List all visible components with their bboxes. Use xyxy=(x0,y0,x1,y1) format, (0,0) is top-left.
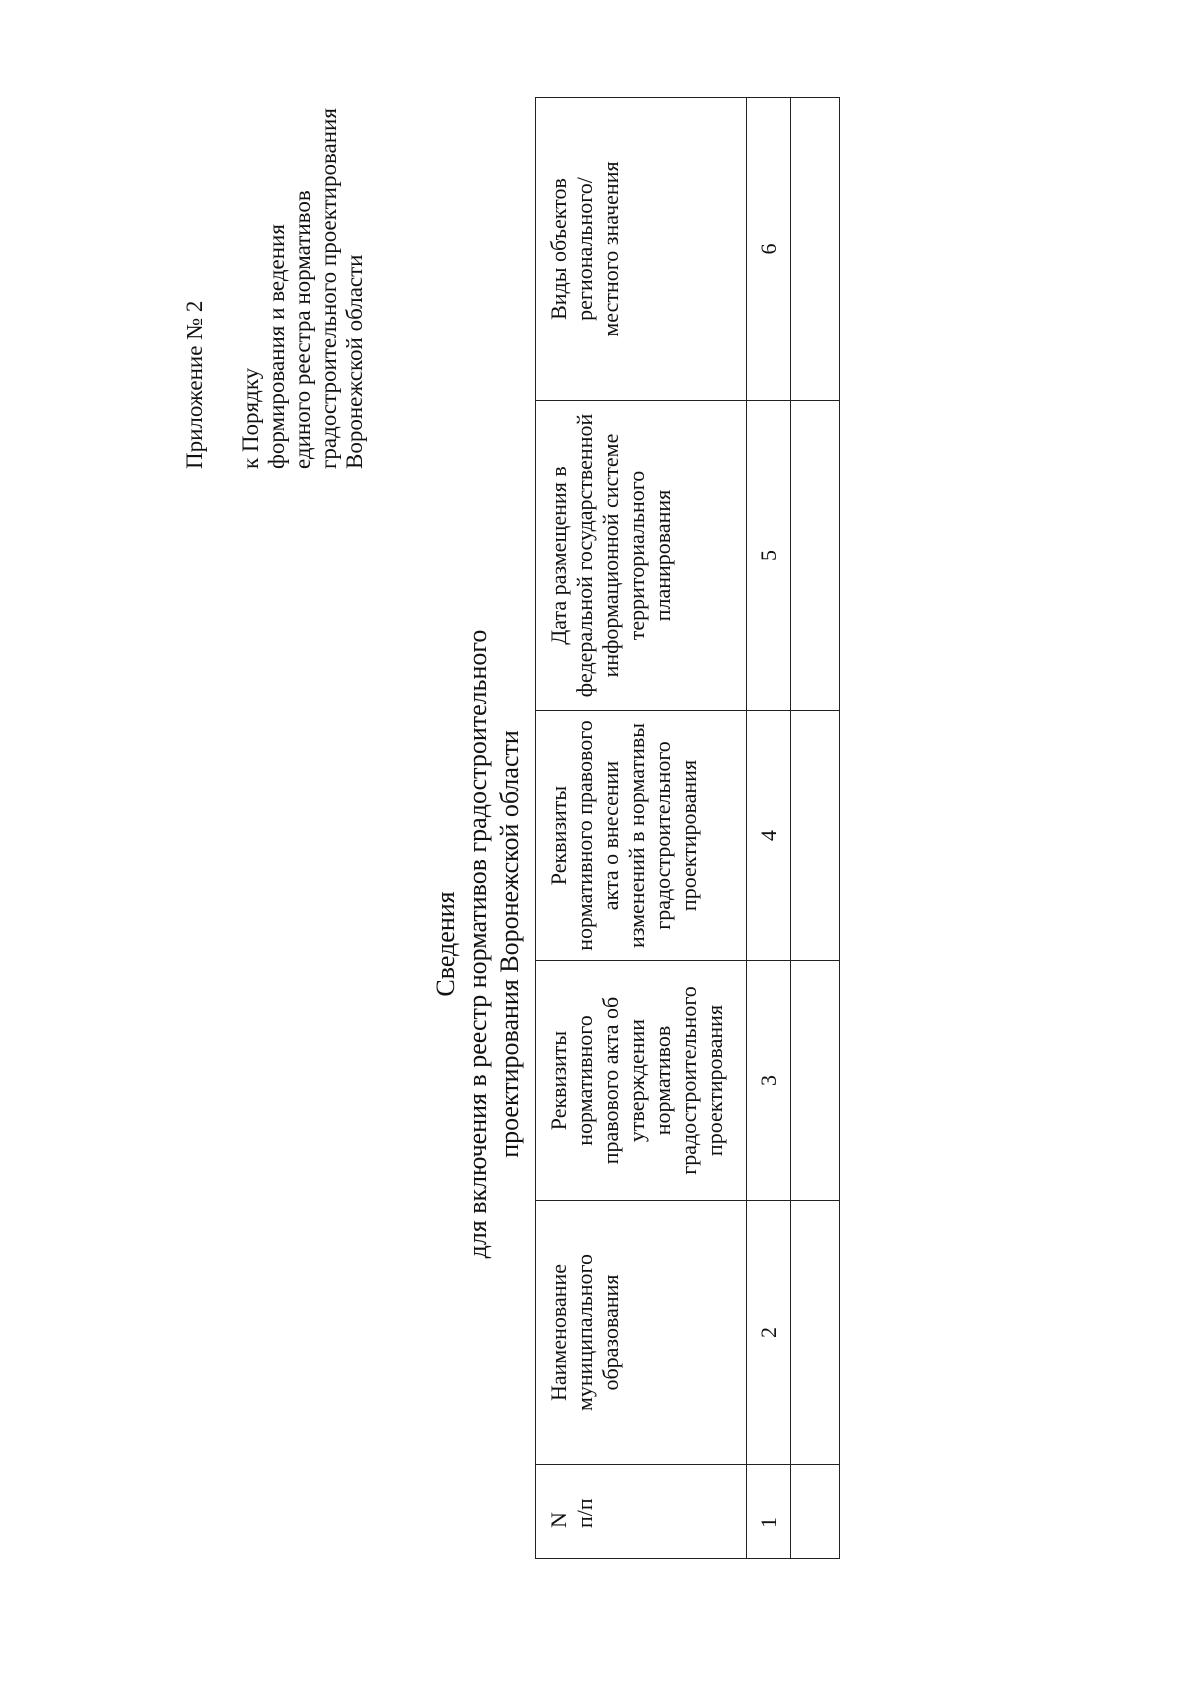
registry-table xyxy=(535,97,840,1559)
number-cell: 3 xyxy=(747,961,791,1201)
document-title xyxy=(430,419,526,1469)
number-cell: 6 xyxy=(747,98,791,401)
number-cell: 4 xyxy=(747,711,791,961)
header-cell-object-types: Виды объектов регионального/ местного значения xyxy=(536,98,747,401)
appendix-line: к Порядку xyxy=(238,367,263,469)
empty-cell xyxy=(791,98,840,401)
header-cell-approval-act: Реквизиты нормативного правового акта об утверждении нормативов градостроительного проектирования xyxy=(536,961,747,1201)
header-cell-amendment-act: Реквизиты нормативного правового акта о внесении изменений в нормативы градостроительного проектирования xyxy=(536,711,747,961)
title-line-1: для включения в реестр нормативов градостроительного xyxy=(463,629,492,1259)
number-cell: 5 xyxy=(747,401,791,711)
header-cell-placement-date: Дата размещения в федеральной государственной информационной системе территориального планирования xyxy=(536,401,747,711)
table-number-row xyxy=(747,98,791,1559)
header-cell-municipality: Наименование муниципального образования xyxy=(536,1201,747,1465)
appendix-line: формирования и ведения xyxy=(264,224,289,469)
table-header-row xyxy=(536,98,747,1559)
header-cell-number: N п/п xyxy=(536,1465,747,1559)
title-heading: Сведения xyxy=(431,891,460,997)
empty-cell xyxy=(791,961,840,1201)
appendix-block xyxy=(182,108,368,469)
empty-cell xyxy=(791,1201,840,1465)
appendix-number: Приложение № 2 xyxy=(182,300,207,469)
number-cell: 1 xyxy=(747,1465,791,1559)
appendix-line: градостроительного проектирования xyxy=(316,108,341,469)
number-cell: 2 xyxy=(747,1201,791,1465)
appendix-line: Воронежской области xyxy=(342,254,367,469)
empty-cell xyxy=(791,401,840,711)
appendix-gap xyxy=(208,108,238,469)
empty-cell xyxy=(791,1465,840,1559)
appendix-line: единого реестра нормативов xyxy=(290,190,315,469)
table-empty-row xyxy=(791,98,840,1559)
title-line-2: проектирования Воронежской области xyxy=(495,730,524,1158)
empty-cell xyxy=(791,711,840,961)
